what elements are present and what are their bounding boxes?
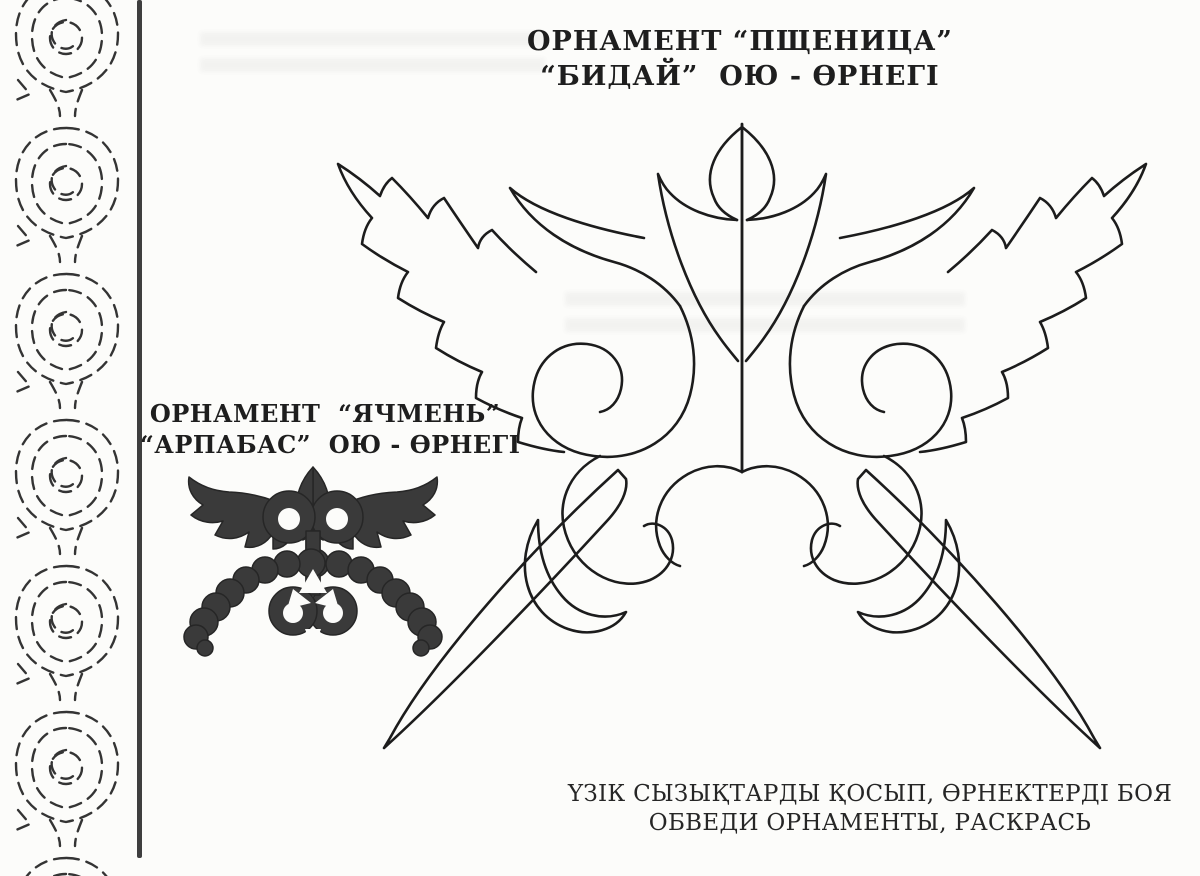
instruction-line1: ҮЗІК СЫЗЫҚТАРДЫ ҚОСЫП, ӨРНЕКТЕРДІ БОЯ <box>567 781 1173 807</box>
wheat-title-line2: “БИДАЙ” ОЮ - ӨРНЕГІ <box>540 61 940 93</box>
instruction-text <box>560 780 1180 838</box>
wheat-title-line1: ОРНАМЕНТ “ПЩЕНИЦА” <box>527 26 953 57</box>
barley-title-line2: “АРПАБАС” ОЮ - ӨРНЕГІ <box>140 430 521 460</box>
instruction-line2: ОБВЕДИ ОРНАМЕНТЫ, РАСКРАСЬ <box>648 809 1092 836</box>
barley-title <box>140 398 521 460</box>
barley-ornament-image <box>168 458 458 658</box>
wheat-title <box>500 24 980 94</box>
barley-ornament-filled-drawing <box>168 458 458 658</box>
barley-title-line1: ОРНАМЕНТ “ЯЧМЕНЬ” <box>149 399 501 428</box>
